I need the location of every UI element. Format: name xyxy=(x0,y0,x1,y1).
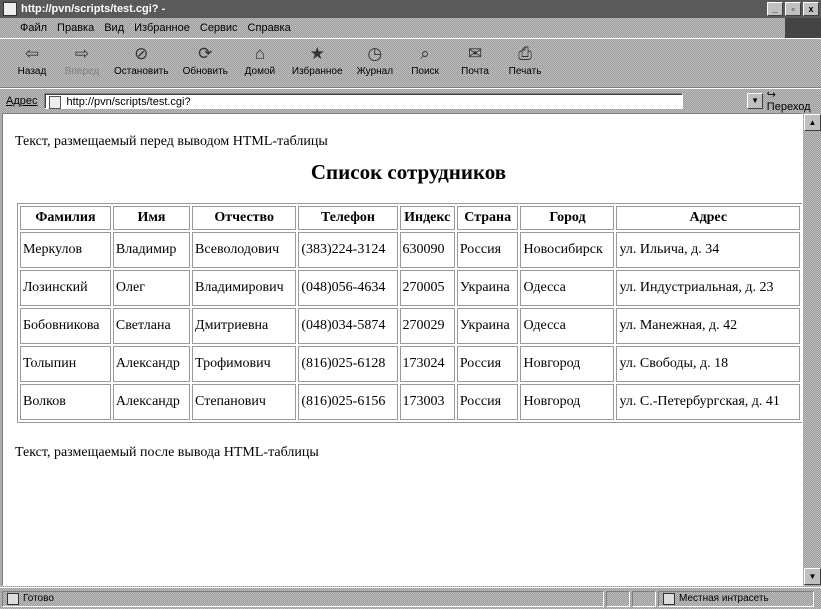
table-cell: Волков xyxy=(20,384,111,420)
status-text: Готово xyxy=(23,592,54,604)
table-cell: 173003 xyxy=(400,384,455,420)
address-bar xyxy=(0,88,821,112)
outro-text: Текст, размещаемый после вывода HTML-таблицы xyxy=(15,445,319,460)
intranet-zone-icon xyxy=(663,593,675,605)
close-button[interactable]: x xyxy=(803,2,819,16)
home-icon: ⌂ xyxy=(254,44,266,63)
table-cell: Украина xyxy=(457,308,519,344)
done-icon xyxy=(7,593,19,605)
toolbar-button-label: Остановить xyxy=(114,66,169,77)
title-bar xyxy=(0,0,821,18)
menu-view[interactable]: Вид xyxy=(104,22,125,34)
page-body xyxy=(3,114,802,461)
throbber-logo-icon xyxy=(785,18,821,38)
table-cell: Лозинский xyxy=(20,270,111,306)
toolbar-button-6[interactable] xyxy=(357,39,394,78)
table-cell: Толыпин xyxy=(20,346,111,382)
table-cell: ул. С.-Петербургская, д. 41 xyxy=(616,384,800,420)
toolbar-button-label: Назад xyxy=(17,66,47,77)
table-cell: Одесса xyxy=(520,270,614,306)
toolbar-button-label: Вперед xyxy=(64,66,100,77)
table-cell: 630090 xyxy=(400,232,455,268)
table-cell: Новосибирск xyxy=(520,232,614,268)
status-bar xyxy=(0,587,821,609)
toolbar-button-9[interactable] xyxy=(507,39,543,78)
address-label: Адрес xyxy=(6,94,38,107)
table-cell: ул. Ильича, д. 34 xyxy=(616,232,800,268)
table-cell: Светлана xyxy=(113,308,190,344)
table-cell: Степанович xyxy=(192,384,296,420)
page-viewport[interactable] xyxy=(2,113,803,586)
window-controls xyxy=(767,2,819,16)
zone-text: Местная интрасеть xyxy=(679,592,769,604)
window-title: http://pvn/scripts/test.cgi? - xyxy=(21,3,166,15)
minimize-button[interactable]: _ xyxy=(767,2,783,16)
scroll-down-icon[interactable]: ▼ xyxy=(804,568,821,585)
table-cell: Россия xyxy=(457,384,519,420)
table-cell: Новгород xyxy=(520,384,614,420)
employees-table xyxy=(17,203,803,423)
toolbar-button-4[interactable] xyxy=(242,39,278,78)
refresh-icon: ⟳ xyxy=(198,44,213,63)
table-cell: Александр xyxy=(113,384,190,420)
table-cell: Владимир xyxy=(113,232,190,268)
column-header: Индекс xyxy=(400,206,455,230)
search-icon: ⌕ xyxy=(420,44,430,63)
table-cell: ул. Свободы, д. 18 xyxy=(616,346,800,382)
mail-icon: ✉ xyxy=(467,44,483,63)
table-row xyxy=(20,346,800,382)
table-row xyxy=(20,270,800,306)
column-header: Фамилия xyxy=(20,206,111,230)
column-header: Страна xyxy=(457,206,519,230)
toolbar-button-label: Домой xyxy=(244,66,276,77)
column-header: Адрес xyxy=(616,206,800,230)
menu-edit[interactable]: Правка xyxy=(57,22,95,34)
menu-favorites[interactable]: Избранное xyxy=(134,22,190,34)
table-cell: Россия xyxy=(457,346,519,382)
go-button[interactable] xyxy=(767,88,821,113)
forward-arrow-icon: ⇨ xyxy=(74,44,90,63)
table-row xyxy=(20,384,800,420)
browser-app-icon xyxy=(3,2,17,16)
toolbar-button-7[interactable] xyxy=(407,39,443,78)
table-cell: (816)025-6128 xyxy=(298,346,397,382)
table-body xyxy=(20,232,800,420)
table-cell: 270005 xyxy=(400,270,455,306)
table-cell: Россия xyxy=(457,232,519,268)
table-cell: Украина xyxy=(457,270,519,306)
toolbar-button-8[interactable] xyxy=(457,39,493,78)
column-header: Отчество xyxy=(192,206,296,230)
table-header-row xyxy=(20,206,800,230)
address-value: http://pvn/scripts/test.cgi? xyxy=(66,95,191,108)
toolbar-button-2[interactable] xyxy=(114,39,169,78)
toolbar xyxy=(0,38,821,88)
table-cell: Всеволодович xyxy=(192,232,296,268)
vertical-scrollbar[interactable] xyxy=(803,113,821,586)
scroll-up-icon[interactable]: ▲ xyxy=(804,114,821,131)
table-cell: Меркулов xyxy=(20,232,111,268)
table-row xyxy=(20,308,800,344)
stop-icon: ⊘ xyxy=(134,44,149,63)
favorites-icon: ★ xyxy=(309,44,325,63)
menu-bar xyxy=(0,18,821,38)
table-cell: Бобовникова xyxy=(20,308,111,344)
table-cell: Владимирович xyxy=(192,270,296,306)
go-label: Переход xyxy=(766,101,811,113)
toolbar-button-3[interactable] xyxy=(183,39,228,78)
column-header: Телефон xyxy=(298,206,397,230)
menu-file[interactable]: Файл xyxy=(20,22,48,34)
page-icon xyxy=(49,96,61,109)
status-pane-empty-1 xyxy=(606,591,630,607)
maximize-button[interactable]: ▫ xyxy=(785,2,801,16)
toolbar-button-label: Поиск xyxy=(411,66,439,77)
toolbar-button-5[interactable] xyxy=(292,39,343,78)
table-cell: (383)224-3124 xyxy=(298,232,397,268)
toolbar-button-0[interactable] xyxy=(14,39,50,78)
table-row xyxy=(20,232,800,268)
menu-tools[interactable]: Сервис xyxy=(199,22,238,34)
zone-pane xyxy=(658,591,814,607)
toolbar-button-label: Печать xyxy=(508,66,542,77)
table-cell: Трофимович xyxy=(192,346,296,382)
table-cell: Одесса xyxy=(520,308,614,344)
status-text-pane xyxy=(2,591,604,607)
history-icon: ◷ xyxy=(367,44,383,63)
menu-help[interactable]: Справка xyxy=(247,22,291,34)
address-input[interactable] xyxy=(44,93,684,109)
table-cell: ул. Манежная, д. 42 xyxy=(616,308,800,344)
page-heading: Список сотрудников xyxy=(310,160,507,184)
table-cell: ул. Индустриальная, д. 23 xyxy=(616,270,800,306)
toolbar-button-label: Журнал xyxy=(356,66,394,77)
table-cell: 173024 xyxy=(400,346,455,382)
go-arrow-icon: ↪ xyxy=(766,89,777,101)
table-cell: 270029 xyxy=(400,308,455,344)
table-cell: (816)025-6156 xyxy=(298,384,397,420)
table-cell: (048)056-4634 xyxy=(298,270,397,306)
toolbar-button-label: Обновить xyxy=(182,66,228,77)
toolbar-button-label: Избранное xyxy=(291,66,343,77)
table-cell: Александр xyxy=(113,346,190,382)
column-header: Имя xyxy=(113,206,190,230)
table-cell: Дмитриевна xyxy=(192,308,296,344)
intro-text: Текст, размещаемый перед выводом HTML-таблицы xyxy=(15,134,328,149)
table-cell: (048)034-5874 xyxy=(298,308,397,344)
address-dropdown-button[interactable]: ▼ xyxy=(747,93,763,109)
toolbar-button-label: Почта xyxy=(461,66,489,77)
column-header: Город xyxy=(520,206,614,230)
table-cell: Новгород xyxy=(520,346,614,382)
back-arrow-icon: ⇦ xyxy=(24,44,40,63)
status-pane-empty-2 xyxy=(632,591,656,607)
table-cell: Олег xyxy=(113,270,190,306)
toolbar-button-1[interactable] xyxy=(64,39,100,78)
print-icon: ⎙ xyxy=(518,44,532,63)
